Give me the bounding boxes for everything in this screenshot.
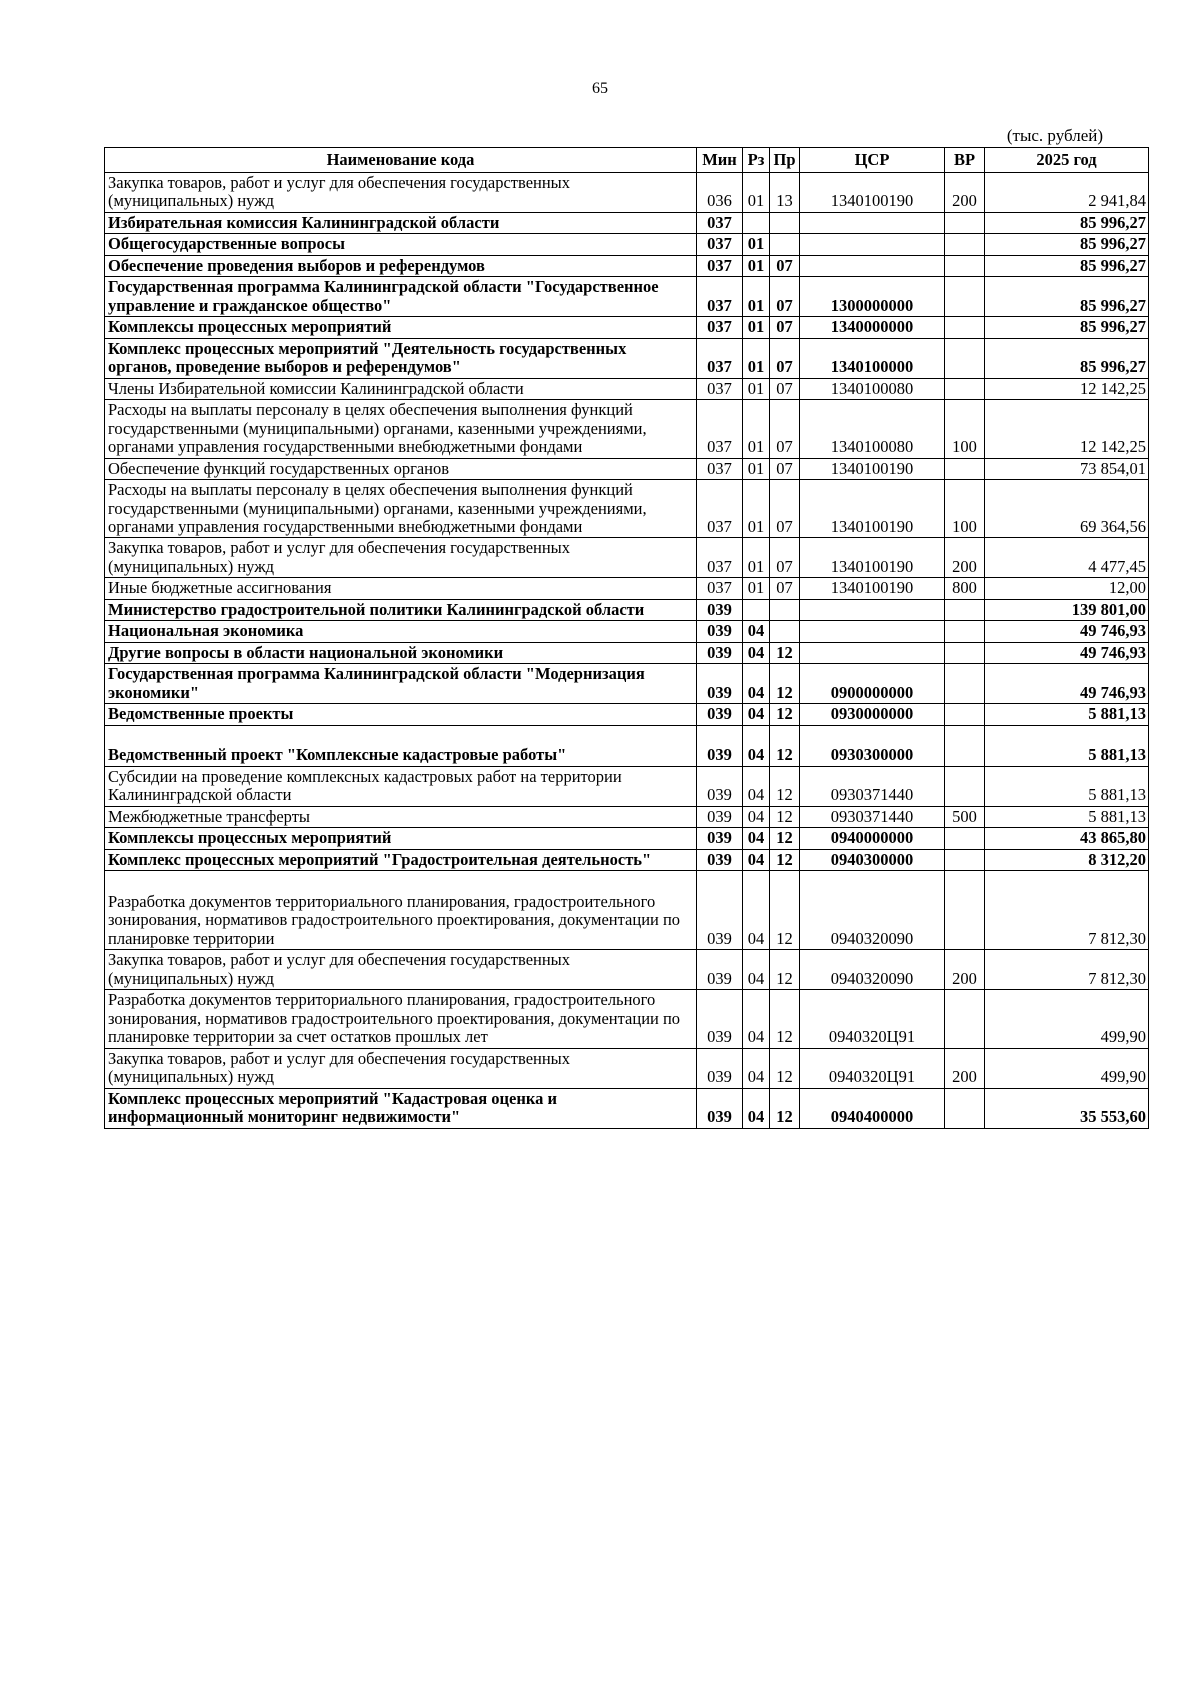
table-row (105, 725, 1149, 766)
cell-csr: 0930300000 (800, 725, 945, 766)
cell-rz: 04 (743, 1088, 770, 1128)
cell-sum: 35 553,60 (985, 1088, 1149, 1128)
cell-pr: 07 (770, 277, 800, 317)
cell-pr: 12 (770, 849, 800, 870)
table-row (105, 664, 1149, 704)
cell-min: 037 (697, 277, 743, 317)
cell-vr (945, 990, 985, 1048)
cell-name: Государственная программа Калининградской области "Государственное управление и гражданское общество" (105, 277, 697, 317)
cell-sum: 85 996,27 (985, 255, 1149, 276)
cell-vr (945, 212, 985, 233)
table-row (105, 578, 1149, 599)
cell-name: Субсидии на проведение комплексных кадастровых работ на территории Калининградской области (105, 766, 697, 806)
cell-vr: 800 (945, 578, 985, 599)
cell-name: Министерство градостроительной политики Калининградской области (105, 599, 697, 620)
cell-min: 039 (697, 664, 743, 704)
cell-csr: 0940300000 (800, 849, 945, 870)
cell-sum: 85 996,27 (985, 212, 1149, 233)
cell-min: 037 (697, 255, 743, 276)
cell-vr: 200 (945, 1048, 985, 1088)
cell-sum: 139 801,00 (985, 599, 1149, 620)
table-row (105, 1048, 1149, 1088)
cell-rz: 04 (743, 725, 770, 766)
cell-csr: 1340100190 (800, 578, 945, 599)
cell-name: Общегосударственные вопросы (105, 234, 697, 255)
cell-vr (945, 704, 985, 725)
cell-pr: 07 (770, 378, 800, 399)
cell-min: 039 (697, 704, 743, 725)
cell-rz: 01 (743, 234, 770, 255)
table-row (105, 317, 1149, 338)
table-header-row (105, 148, 1149, 173)
cell-min: 039 (697, 766, 743, 806)
cell-name: Ведомственный проект "Комплексные кадастровые работы" (105, 725, 697, 766)
cell-sum: 12 142,25 (985, 378, 1149, 399)
cell-min: 039 (697, 871, 743, 950)
cell-min: 037 (697, 338, 743, 378)
cell-vr: 200 (945, 950, 985, 990)
cell-csr: 1340100190 (800, 480, 945, 538)
cell-name: Комплексы процессных мероприятий (105, 317, 697, 338)
cell-sum: 5 881,13 (985, 806, 1149, 827)
cell-sum: 49 746,93 (985, 642, 1149, 663)
cell-rz: 04 (743, 849, 770, 870)
cell-min: 037 (697, 378, 743, 399)
table-row (105, 849, 1149, 870)
cell-min: 039 (697, 950, 743, 990)
cell-csr: 1340100190 (800, 458, 945, 479)
cell-rz (743, 599, 770, 620)
cell-name: Иные бюджетные ассигнования (105, 578, 697, 599)
table-row (105, 277, 1149, 317)
cell-pr (770, 212, 800, 233)
cell-min: 036 (697, 173, 743, 213)
table-row (105, 828, 1149, 849)
cell-pr: 12 (770, 1088, 800, 1128)
cell-rz: 01 (743, 173, 770, 213)
cell-pr (770, 621, 800, 642)
cell-min: 039 (697, 990, 743, 1048)
cell-pr: 07 (770, 338, 800, 378)
cell-csr: 0940320090 (800, 950, 945, 990)
cell-pr: 12 (770, 950, 800, 990)
cell-csr: 0940320Ц91 (800, 1048, 945, 1088)
cell-pr: 12 (770, 1048, 800, 1088)
cell-name: Закупка товаров, работ и услуг для обеспечения государственных (муниципальных) нужд (105, 1048, 697, 1088)
cell-vr (945, 642, 985, 663)
cell-rz: 01 (743, 338, 770, 378)
cell-pr: 07 (770, 317, 800, 338)
cell-vr: 500 (945, 806, 985, 827)
cell-name: Другие вопросы в области национальной экономики (105, 642, 697, 663)
cell-sum: 85 996,27 (985, 338, 1149, 378)
table-row (105, 704, 1149, 725)
table-row (105, 621, 1149, 642)
cell-sum: 5 881,13 (985, 725, 1149, 766)
cell-csr: 0930371440 (800, 806, 945, 827)
cell-rz: 01 (743, 458, 770, 479)
cell-pr: 13 (770, 173, 800, 213)
cell-vr (945, 664, 985, 704)
cell-vr (945, 277, 985, 317)
cell-rz (743, 212, 770, 233)
header-rz: Рз (743, 148, 770, 173)
header-csr: ЦСР (800, 148, 945, 173)
header-name: Наименование кода (105, 148, 697, 173)
cell-name: Закупка товаров, работ и услуг для обеспечения государственных (муниципальных) нужд (105, 538, 697, 578)
table-row (105, 400, 1149, 458)
table-row (105, 234, 1149, 255)
header-pr: Пр (770, 148, 800, 173)
cell-rz: 04 (743, 766, 770, 806)
cell-min: 039 (697, 849, 743, 870)
cell-sum: 73 854,01 (985, 458, 1149, 479)
cell-pr: 07 (770, 400, 800, 458)
cell-csr: 1340100190 (800, 173, 945, 213)
cell-csr (800, 255, 945, 276)
cell-min: 037 (697, 480, 743, 538)
table-row (105, 871, 1149, 950)
cell-rz: 04 (743, 950, 770, 990)
cell-pr: 12 (770, 664, 800, 704)
cell-vr (945, 828, 985, 849)
cell-min: 039 (697, 806, 743, 827)
cell-pr: 12 (770, 766, 800, 806)
cell-sum: 85 996,27 (985, 277, 1149, 317)
cell-min: 037 (697, 578, 743, 599)
cell-name: Избирательная комиссия Калининградской области (105, 212, 697, 233)
table-row (105, 642, 1149, 663)
cell-csr: 1300000000 (800, 277, 945, 317)
cell-rz: 04 (743, 704, 770, 725)
cell-name: Члены Избирательной комиссии Калининградской области (105, 378, 697, 399)
cell-sum: 499,90 (985, 1048, 1149, 1088)
cell-rz: 01 (743, 255, 770, 276)
table-row (105, 538, 1149, 578)
cell-name: Обеспечение функций государственных органов (105, 458, 697, 479)
cell-min: 039 (697, 599, 743, 620)
table-row (105, 766, 1149, 806)
table-row (105, 950, 1149, 990)
cell-pr: 07 (770, 578, 800, 599)
cell-sum: 43 865,80 (985, 828, 1149, 849)
units-label: (тыс. рублей) (1006, 126, 1103, 145)
cell-vr (945, 621, 985, 642)
cell-pr (770, 599, 800, 620)
cell-min: 039 (697, 828, 743, 849)
cell-sum: 49 746,93 (985, 621, 1149, 642)
cell-csr: 0900000000 (800, 664, 945, 704)
cell-min: 039 (697, 1088, 743, 1128)
cell-vr: 200 (945, 538, 985, 578)
cell-vr (945, 1088, 985, 1128)
header-min: Мин (697, 148, 743, 173)
cell-rz: 04 (743, 642, 770, 663)
table-row (105, 338, 1149, 378)
cell-min: 037 (697, 212, 743, 233)
cell-sum: 499,90 (985, 990, 1149, 1048)
cell-min: 039 (697, 642, 743, 663)
cell-pr: 12 (770, 642, 800, 663)
cell-name: Закупка товаров, работ и услуг для обеспечения государственных (муниципальных) нужд (105, 950, 697, 990)
cell-pr: 07 (770, 255, 800, 276)
header-year: 2025 год (985, 148, 1149, 173)
cell-csr: 0940320Ц91 (800, 990, 945, 1048)
cell-vr (945, 338, 985, 378)
cell-min: 037 (697, 400, 743, 458)
cell-name: Разработка документов территориального планирования, градостроительного зонирования, нормативов градостроительного проектирования, документации по планировке территории за счет остатков прошлых лет (105, 990, 697, 1048)
cell-csr (800, 621, 945, 642)
cell-vr (945, 234, 985, 255)
cell-name: Ведомственные проекты (105, 704, 697, 725)
cell-vr: 200 (945, 173, 985, 213)
cell-pr: 12 (770, 725, 800, 766)
cell-csr (800, 599, 945, 620)
cell-csr (800, 234, 945, 255)
cell-csr: 1340100190 (800, 538, 945, 578)
cell-name: Обеспечение проведения выборов и референдумов (105, 255, 697, 276)
cell-rz: 04 (743, 828, 770, 849)
cell-name: Закупка товаров, работ и услуг для обеспечения государственных (муниципальных) нужд (105, 173, 697, 213)
cell-pr: 12 (770, 871, 800, 950)
cell-vr: 100 (945, 480, 985, 538)
cell-sum: 49 746,93 (985, 664, 1149, 704)
cell-csr: 1340100000 (800, 338, 945, 378)
cell-min: 037 (697, 538, 743, 578)
cell-pr: 12 (770, 990, 800, 1048)
cell-vr (945, 458, 985, 479)
table-row (105, 378, 1149, 399)
cell-vr (945, 871, 985, 950)
page-number: 65 (592, 80, 608, 97)
cell-name: Комплекс процессных мероприятий "Градостроительная деятельность" (105, 849, 697, 870)
cell-pr: 07 (770, 538, 800, 578)
cell-sum: 85 996,27 (985, 317, 1149, 338)
cell-vr (945, 317, 985, 338)
cell-csr: 1340000000 (800, 317, 945, 338)
cell-vr (945, 725, 985, 766)
cell-sum: 7 812,30 (985, 871, 1149, 950)
cell-rz: 01 (743, 277, 770, 317)
cell-rz: 01 (743, 378, 770, 399)
cell-rz: 01 (743, 480, 770, 538)
cell-csr: 0940000000 (800, 828, 945, 849)
table-row (105, 173, 1149, 213)
cell-name: Разработка документов территориального планирования, градостроительного зонирования, нормативов градостроительного проектирования, документации по планировке территории (105, 871, 697, 950)
table-row (105, 806, 1149, 827)
cell-min: 037 (697, 458, 743, 479)
cell-sum: 2 941,84 (985, 173, 1149, 213)
cell-vr (945, 766, 985, 806)
cell-pr: 07 (770, 480, 800, 538)
cell-rz: 04 (743, 806, 770, 827)
table-row (105, 599, 1149, 620)
cell-vr (945, 599, 985, 620)
cell-csr: 0930371440 (800, 766, 945, 806)
cell-pr: 07 (770, 458, 800, 479)
cell-name: Межбюджетные трансферты (105, 806, 697, 827)
cell-name: Расходы на выплаты персоналу в целях обеспечения выполнения функций государственными (муниципальными) органами, казенными учреждениями, органами управления государственными внебюджетными фондами (105, 480, 697, 538)
cell-name: Национальная экономика (105, 621, 697, 642)
cell-sum: 12,00 (985, 578, 1149, 599)
cell-sum: 69 364,56 (985, 480, 1149, 538)
cell-rz: 01 (743, 317, 770, 338)
cell-rz: 04 (743, 990, 770, 1048)
cell-sum: 5 881,13 (985, 766, 1149, 806)
cell-sum: 4 477,45 (985, 538, 1149, 578)
budget-table (104, 147, 1149, 1129)
cell-rz: 04 (743, 664, 770, 704)
table-row (105, 1088, 1149, 1128)
cell-name: Расходы на выплаты персоналу в целях обеспечения выполнения функций государственными (муниципальными) органами, казенными учреждениями, органами управления государственными внебюджетными фондами (105, 400, 697, 458)
cell-name: Комплекс процессных мероприятий "Кадастровая оценка и информационный мониторинг недвижимости" (105, 1088, 697, 1128)
cell-min: 039 (697, 725, 743, 766)
cell-name: Государственная программа Калининградской области "Модернизация экономики" (105, 664, 697, 704)
cell-name: Комплексы процессных мероприятий (105, 828, 697, 849)
cell-min: 037 (697, 317, 743, 338)
cell-sum: 5 881,13 (985, 704, 1149, 725)
cell-vr (945, 255, 985, 276)
cell-rz: 04 (743, 871, 770, 950)
table-row (105, 990, 1149, 1048)
cell-pr: 12 (770, 704, 800, 725)
cell-rz: 04 (743, 1048, 770, 1088)
cell-vr (945, 378, 985, 399)
cell-min: 039 (697, 621, 743, 642)
table-row (105, 458, 1149, 479)
table-row (105, 255, 1149, 276)
table-row (105, 212, 1149, 233)
cell-csr: 0940320090 (800, 871, 945, 950)
cell-sum: 85 996,27 (985, 234, 1149, 255)
table-row (105, 480, 1149, 538)
cell-sum: 7 812,30 (985, 950, 1149, 990)
header-vr: ВР (945, 148, 985, 173)
cell-csr: 1340100080 (800, 378, 945, 399)
cell-pr (770, 234, 800, 255)
cell-rz: 04 (743, 621, 770, 642)
cell-pr: 12 (770, 828, 800, 849)
cell-rz: 01 (743, 578, 770, 599)
cell-csr: 0940400000 (800, 1088, 945, 1128)
cell-csr (800, 642, 945, 663)
cell-csr (800, 212, 945, 233)
cell-vr: 100 (945, 400, 985, 458)
cell-name: Комплекс процессных мероприятий "Деятельность государственных органов, проведение выборов и референдумов" (105, 338, 697, 378)
cell-rz: 01 (743, 538, 770, 578)
cell-rz: 01 (743, 400, 770, 458)
table-body (105, 173, 1149, 1129)
cell-sum: 8 312,20 (985, 849, 1149, 870)
cell-csr: 0930000000 (800, 704, 945, 725)
cell-vr (945, 849, 985, 870)
cell-csr: 1340100080 (800, 400, 945, 458)
cell-pr: 12 (770, 806, 800, 827)
cell-sum: 12 142,25 (985, 400, 1149, 458)
cell-min: 037 (697, 234, 743, 255)
cell-min: 039 (697, 1048, 743, 1088)
